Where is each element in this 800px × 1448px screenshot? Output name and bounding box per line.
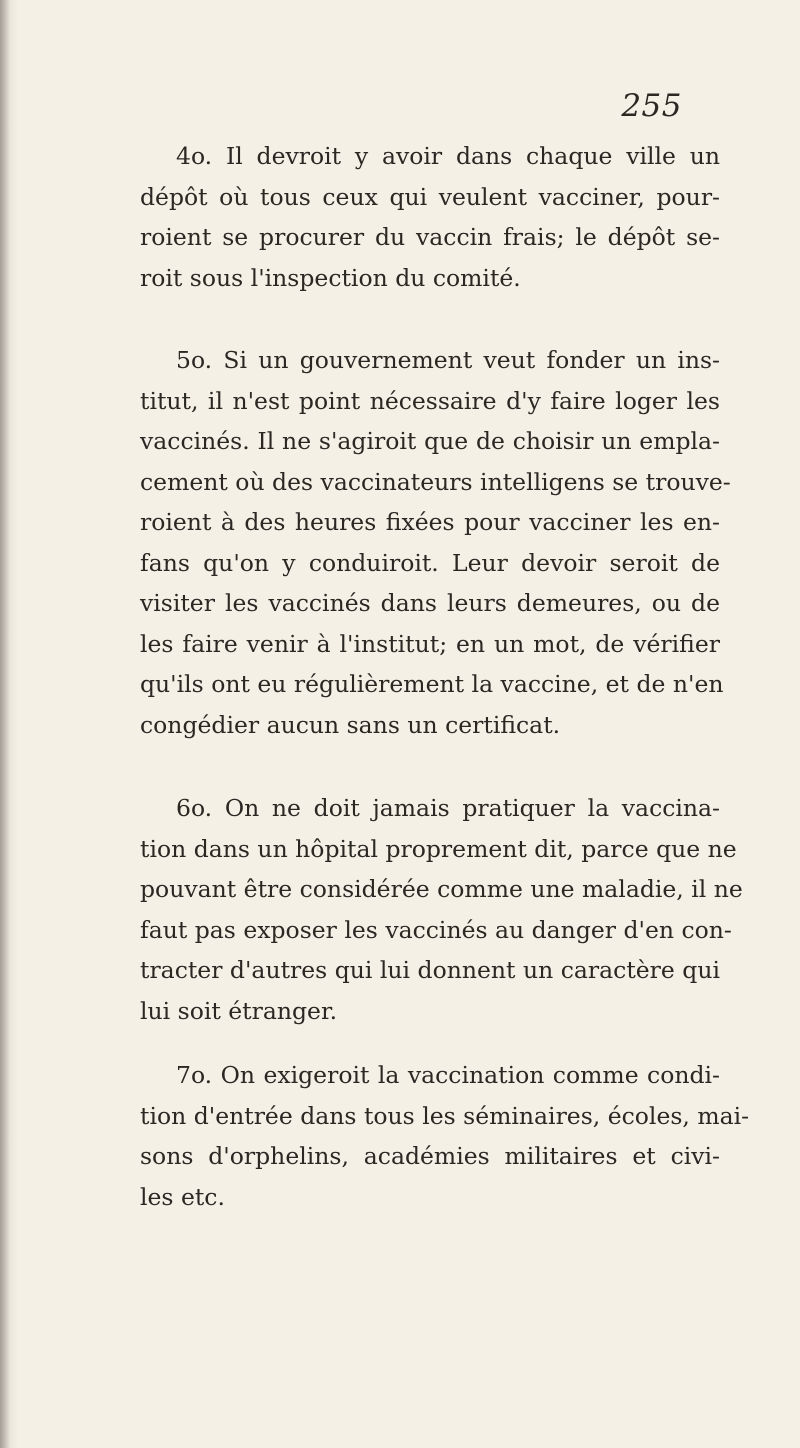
text-line: fans qu'on y conduiroit. Leur devoir seroit de	[140, 548, 720, 577]
text-line: visiter les vaccinés dans leurs demeures, ou de	[140, 589, 720, 617]
text-line: roient se procurer du vaccin frais; le dépôt se-	[140, 223, 720, 251]
paragraph-7	[140, 1055, 750, 1217]
text-line: tion dans un hôpital proprement dit, parce que ne	[140, 834, 737, 863]
paragraph-4	[140, 136, 720, 298]
text-line: les faire venir à l'institut; en un mot, de vérifier	[140, 629, 720, 658]
text-line: 4o. Il devroit y avoir dans chaque ville un	[176, 142, 720, 170]
text-line: les etc.	[140, 1182, 225, 1211]
text-line: roit sous l'inspection du comité.	[140, 263, 521, 292]
text-line: cement où des vaccinateurs intelligens se trouve-	[140, 467, 731, 496]
text-line: lui soit étranger.	[140, 996, 338, 1025]
text-line: faut pas exposer les vaccinés au danger d'en con-	[140, 915, 732, 944]
text-line: dépôt où tous ceux qui veulent vacciner, pour-	[140, 182, 720, 211]
text-line: pouvant être considérée comme une maladie, il ne	[140, 875, 743, 903]
text-line: roient à des heures fixées pour vacciner les en-	[140, 508, 720, 536]
text-line: tion d'entrée dans tous les séminaires, écoles, mai-	[140, 1101, 750, 1130]
paragraph-5	[140, 340, 731, 745]
text-line: tracter d'autres qui lui donnent un caractère qui	[140, 956, 720, 984]
text-line: qu'ils ont eu régulièrement la vaccine, et de n'en	[140, 670, 724, 698]
paragraph-6	[140, 788, 743, 1031]
page-edge-shadow	[0, 0, 10, 1448]
page-number: 255	[621, 88, 682, 124]
text-line: vaccinés. Il ne s'agiroit que de choisir un empla-	[140, 427, 720, 455]
text-line: sons d'orphelins, académies militaires et civi-	[140, 1142, 720, 1170]
text-line: 6o. On ne doit jamais pratiquer la vaccina-	[176, 794, 720, 822]
text-line: 5o. Si un gouvernement veut fonder un ins-	[176, 346, 720, 374]
text-line: 7o. On exigeroit la vaccination comme condi-	[176, 1061, 720, 1089]
text-line: titut, il n'est point nécessaire d'y faire loger les	[140, 386, 720, 415]
text-line: congédier aucun sans un certificat.	[140, 710, 561, 739]
